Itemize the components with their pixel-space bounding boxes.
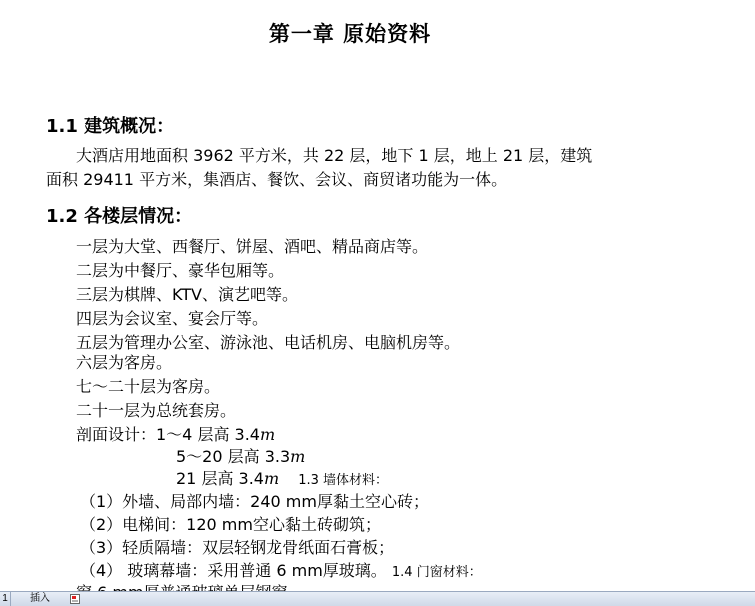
section-design-text-3: 21 层高 3.4 [176, 469, 264, 488]
section-design-text-1: 剖面设计：1～4 层高 3.4 [76, 425, 260, 444]
section-design-line-1 [76, 425, 275, 445]
section-1-1-line-1: 大酒店用地面积 3962 平方米，共 22 层，地下 1 层，地上 21 层，建筑 [76, 146, 593, 165]
wall-line-4 [80, 561, 482, 583]
section-1-3-heading: 1.3 墙体材料： [298, 473, 389, 488]
wall-line-4-text: （4） 玻璃幕墙：采用普通 6 mm厚玻璃。 [80, 561, 387, 580]
floor-line-6: 六层为客房。 [76, 353, 173, 372]
section-1-1-heading: 1.1 建筑概况： [46, 116, 175, 137]
floor-line-2: 二层为中餐厅、豪华包厢等。 [76, 261, 285, 280]
floor-line-5: 五层为管理办公室、游泳池、电话机房、电脑机房等。 [76, 333, 461, 352]
section-1-2-heading: 1.2 各楼层情况： [46, 206, 193, 227]
floor-line-4: 四层为会议室、宴会厅等。 [76, 309, 269, 328]
unit-m-3: m [263, 469, 280, 488]
floor-line-8: 二十一层为总统套房。 [76, 401, 237, 420]
section-1-4-heading: 1.4 门窗材料： [391, 565, 482, 580]
floor-line-7: 七～二十层为客房。 [76, 377, 221, 396]
insert-mode-button[interactable]: 插入 [30, 593, 50, 604]
section-design-line-2 [176, 447, 305, 467]
document-status-icon[interactable] [70, 594, 82, 604]
floor-line-1: 一层为大堂、西餐厅、饼屋、酒吧、精品商店等。 [76, 237, 429, 256]
unit-m-1: m [259, 425, 276, 444]
floor-line-3: 三层为棋牌、KTV、演艺吧等。 [76, 285, 298, 304]
wall-line-3: （3）轻质隔墙：双层轻钢龙骨纸面石膏板； [80, 538, 395, 557]
chapter-title: 第一章 原始资料 [268, 22, 432, 46]
section-design-text-2: 5～20 层高 3.3 [176, 447, 291, 466]
status-page-indicator[interactable]: 1 [0, 592, 11, 606]
section-1-1-line-2: 面积 29411 平方米，集酒店、餐饮、会议、商贸诸功能为一体。 [46, 170, 508, 189]
section-design-line-3 [176, 469, 388, 491]
status-bar [0, 591, 755, 606]
wall-line-2: （2）电梯间：120 mm空心黏土砖砌筑； [80, 515, 381, 534]
wall-line-1: （1）外墙、局部内墙：240 mm厚黏土空心砖； [80, 492, 429, 511]
unit-m-2: m [290, 447, 306, 466]
